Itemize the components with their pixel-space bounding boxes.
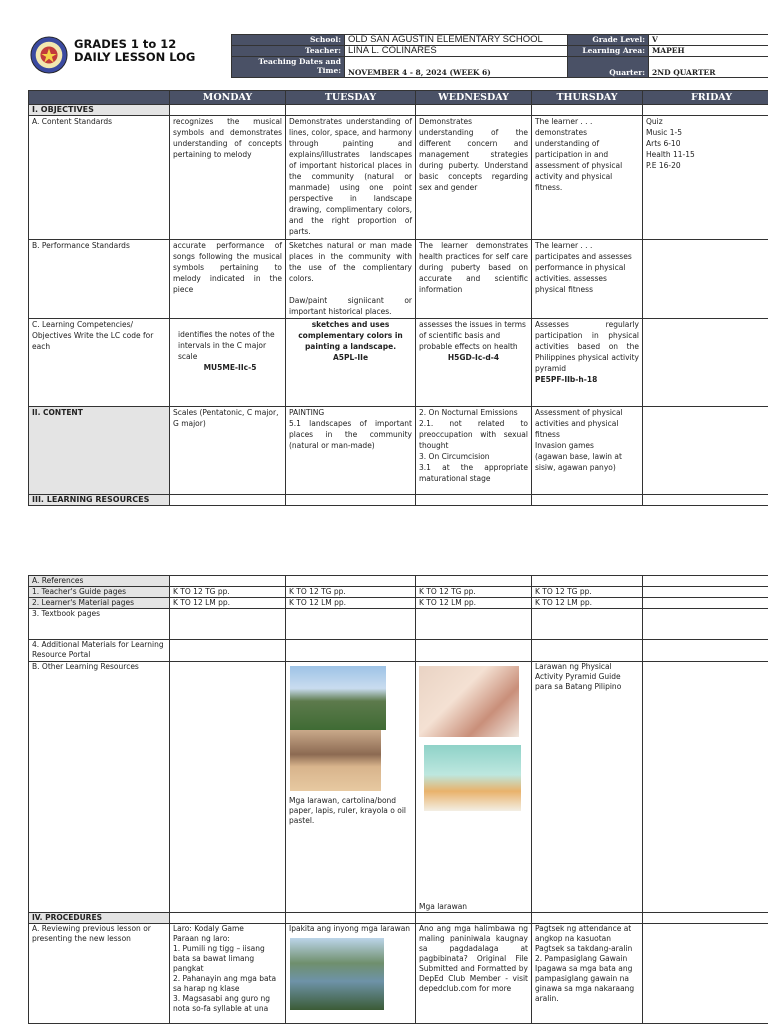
review-monday-line1: Laro: Kodaly Game bbox=[173, 924, 244, 933]
content-wednesday-line4: 3.1 at the appropriate maturational stage bbox=[419, 463, 528, 483]
tg-monday: K TO 12 TG pp. bbox=[170, 587, 286, 598]
friday-quiz: Quiz bbox=[646, 117, 663, 126]
area-value: MAPEH bbox=[649, 46, 768, 57]
grade-value: V bbox=[649, 35, 768, 46]
content-wednesday-line3: 3. On Circumcision bbox=[419, 452, 490, 461]
review-monday-line4: 2. Pahanayin ang mga bata sa harap ng klase bbox=[173, 974, 277, 993]
area-label: Learning Area: bbox=[568, 46, 649, 57]
desert-landscape-image bbox=[290, 730, 381, 791]
content-thursday-line3: (agawan base, lawin at sisiw, agawan panyo) bbox=[535, 452, 622, 472]
school-label: School: bbox=[232, 35, 345, 46]
quarter-label: Quarter: bbox=[568, 57, 649, 78]
content-tuesday bbox=[286, 407, 416, 495]
day-header-friday: FRIDAY bbox=[643, 91, 768, 105]
performance-tuesday-text1: Sketches natural or man made places in the community with the use of the complientary colors. bbox=[289, 241, 412, 283]
competencies-monday bbox=[170, 319, 286, 407]
competencies-tuesday-text: sketches and uses complementary colors in painting a landscape. bbox=[298, 320, 403, 351]
other-resources-thursday: Larawan ng Physical Activity Pyramid Guide para sa Batang Pilipino bbox=[532, 662, 643, 913]
competencies-label: C. Learning Competencies/ Objectives Write the LC code for each bbox=[29, 319, 170, 407]
competencies-wednesday bbox=[416, 319, 532, 407]
content-thursday bbox=[532, 407, 643, 495]
review-monday bbox=[170, 924, 286, 1024]
review-monday-line3: 1. Pumili ng tigg – iisang bata sa bawat limang pangkat bbox=[173, 944, 265, 973]
textbook-label: 3. Textbook pages bbox=[29, 609, 170, 640]
review-label: A. Reviewing previous lesson or presenting the new lesson bbox=[29, 924, 170, 1024]
lake-landscape-image bbox=[290, 938, 384, 1010]
content-standards-friday bbox=[643, 116, 768, 240]
performance-standards-thursday: The learner . . . participates and assesses performance in physical activities. assesses physical fitness bbox=[532, 240, 643, 319]
content-standards-wednesday: Demonstrates understanding of the different concern and management strategies during puberty. Understand basic concepts regarding sex and gender bbox=[416, 116, 532, 240]
mountain-landscape-image bbox=[290, 666, 386, 730]
section-content: II. CONTENT bbox=[29, 407, 170, 495]
review-thursday: Pagtsek ng attendance at angkop na kasuotan Pagtsek sa takdang-aralin 2. Pampasiglang Gawain Ipagawa sa mga bata ang pampasiglang gawain na ginawa sa mga nakaraang aralin. bbox=[532, 924, 643, 1024]
competencies-thursday-text: Assesses regularly participation in physical activities based on the Philippines physical activity pyramid bbox=[535, 320, 639, 373]
competencies-thursday bbox=[532, 319, 643, 407]
competencies-wednesday-text: assesses the issues in terms of scientific basis and probable effects on health bbox=[419, 320, 526, 351]
section-resources: III. LEARNING RESOURCES bbox=[29, 495, 170, 506]
lm-monday: K TO 12 LM pp. bbox=[170, 598, 286, 609]
section-procedures: IV. PROCEDURES bbox=[29, 913, 170, 924]
teacher-label: Teacher: bbox=[232, 46, 345, 57]
references-label: A. References bbox=[29, 576, 170, 587]
shower-image bbox=[419, 666, 519, 737]
other-resources-wednesday-text: Mga larawan bbox=[419, 902, 468, 911]
content-tuesday-title: PAINTING bbox=[289, 408, 325, 417]
content-standards-thursday: The learner . . . demonstrates understanding of participation in and assessment of physical activity and physical fitness. bbox=[532, 116, 643, 240]
lm-tuesday: K TO 12 LM pp. bbox=[286, 598, 416, 609]
content-monday: Scales (Pentatonic, C major, G major) bbox=[170, 407, 286, 495]
friday-health: Health 11-15 bbox=[646, 150, 695, 159]
competencies-wednesday-code: H5GD-Ic-d-4 bbox=[447, 353, 500, 362]
competencies-tuesday-code: A5PL-IIe bbox=[332, 353, 369, 362]
content-wednesday-line1: 2. On Nocturnal Emissions bbox=[419, 408, 518, 417]
friday-music: Music 1-5 bbox=[646, 128, 682, 137]
competencies-thursday-code: PE5PF-IIb-h-18 bbox=[535, 375, 598, 384]
section-objectives: I. OBJECTIVES bbox=[29, 105, 170, 116]
performance-tuesday-text2: Daw/paint signiicant or important historical places. bbox=[289, 296, 412, 316]
performance-standards-tuesday bbox=[286, 240, 416, 319]
review-tuesday: Ipakita ang inyong mga larawan bbox=[286, 924, 416, 1024]
grade-label: Grade Level: bbox=[568, 35, 649, 46]
content-standards-label: A. Content Standards bbox=[29, 116, 170, 240]
performance-standards-wednesday: The learner demonstrates health practices for self care during puberty based on accurate and scientific information bbox=[416, 240, 532, 319]
day-header-wednesday: WEDNESDAY bbox=[416, 91, 532, 105]
tg-label: 1. Teacher's Guide pages bbox=[29, 587, 170, 598]
content-tuesday-text: 5.1 landscapes of important places in the community (natural or man-made) bbox=[289, 419, 412, 450]
content-wednesday bbox=[416, 407, 532, 495]
performance-standards-monday: accurate performance of songs following the musical symbols pertaining to melody indicated in the piece bbox=[170, 240, 286, 319]
lm-thursday: K TO 12 LM pp. bbox=[532, 598, 643, 609]
tg-thursday: K TO 12 TG pp. bbox=[532, 587, 643, 598]
tg-wednesday: K TO 12 TG pp. bbox=[416, 587, 532, 598]
day-header-tuesday: TUESDAY bbox=[286, 91, 416, 105]
additional-label: 4. Additional Materials for Learning Resource Portal bbox=[29, 640, 170, 662]
content-standards-monday: recognizes the musical symbols and demonstrates understanding of concepts pertaining to melody bbox=[170, 116, 286, 240]
friday-pe: P.E 16-20 bbox=[646, 161, 681, 170]
tg-tuesday: K TO 12 TG pp. bbox=[286, 587, 416, 598]
performance-standards-label: B. Performance Standards bbox=[29, 240, 170, 319]
kids-eating-image bbox=[424, 745, 521, 811]
lesson-log-table bbox=[28, 90, 768, 506]
dates-label: Teaching Dates and Time: bbox=[232, 57, 345, 78]
other-resources-tuesday-text: Mga larawan, cartolina/bond paper, lapis, ruler, krayola o oil pastel. bbox=[289, 796, 407, 825]
competencies-monday-text: identifies the notes of the intervals in the C major scale bbox=[178, 330, 275, 361]
lm-label: 2. Learner's Material pages bbox=[29, 598, 170, 609]
log-title-line2: DAILY LESSON LOG bbox=[74, 50, 196, 64]
lm-wednesday: K TO 12 LM pp. bbox=[416, 598, 532, 609]
day-header-monday: MONDAY bbox=[170, 91, 286, 105]
log-title bbox=[74, 38, 195, 64]
teacher-value: LINA L. COLINARES bbox=[345, 46, 568, 57]
content-standards-tuesday: Demonstrates understanding of lines, color, space, and harmony through painting and explains/illustrates landscapes of important historical places in the community (natural or manmade) using one point perspective in landscape drawing, complimentary colors, and the right proportion of parts. bbox=[286, 116, 416, 240]
content-wednesday-line2: 2.1. not related to preoccupation with sexual thought bbox=[419, 419, 528, 450]
content-thursday-line2: Invasion games bbox=[535, 441, 594, 450]
day-header-blank bbox=[29, 91, 170, 105]
resources-table bbox=[28, 575, 768, 1024]
review-monday-line5: 3. Magsasabi ang guro ng nota so-fa syllable at una bbox=[173, 994, 271, 1013]
review-wednesday: Ano ang mga halimbawa ng maling paniniwala kaugnay sa pagdadalaga at pagbibinata? Original File Submitted and Formatted by DepEd Club Member - visit depedclub.com for more bbox=[416, 924, 532, 1024]
other-resources-label: B. Other Learning Resources bbox=[29, 662, 170, 913]
competencies-tuesday bbox=[286, 319, 416, 407]
quarter-value: 2ND QUARTER bbox=[649, 57, 768, 78]
school-value: OLD SAN AGUSTIN ELEMENTARY SCHOOL bbox=[345, 35, 568, 46]
review-monday-line2: Paraan ng laro: bbox=[173, 934, 230, 943]
content-thursday-line1: Assessment of physical activities and physical fitness bbox=[535, 408, 623, 439]
friday-arts: Arts 6-10 bbox=[646, 139, 681, 148]
header-info-table bbox=[231, 34, 768, 78]
dates-value: NOVEMBER 4 - 8, 2024 (WEEK 6) bbox=[345, 57, 568, 78]
deped-seal-icon bbox=[30, 36, 68, 74]
log-title-line1: GRADES 1 to 12 bbox=[74, 37, 177, 51]
competencies-monday-code: MU5ME-IIc-5 bbox=[203, 363, 257, 372]
day-header-thursday: THURSDAY bbox=[532, 91, 643, 105]
